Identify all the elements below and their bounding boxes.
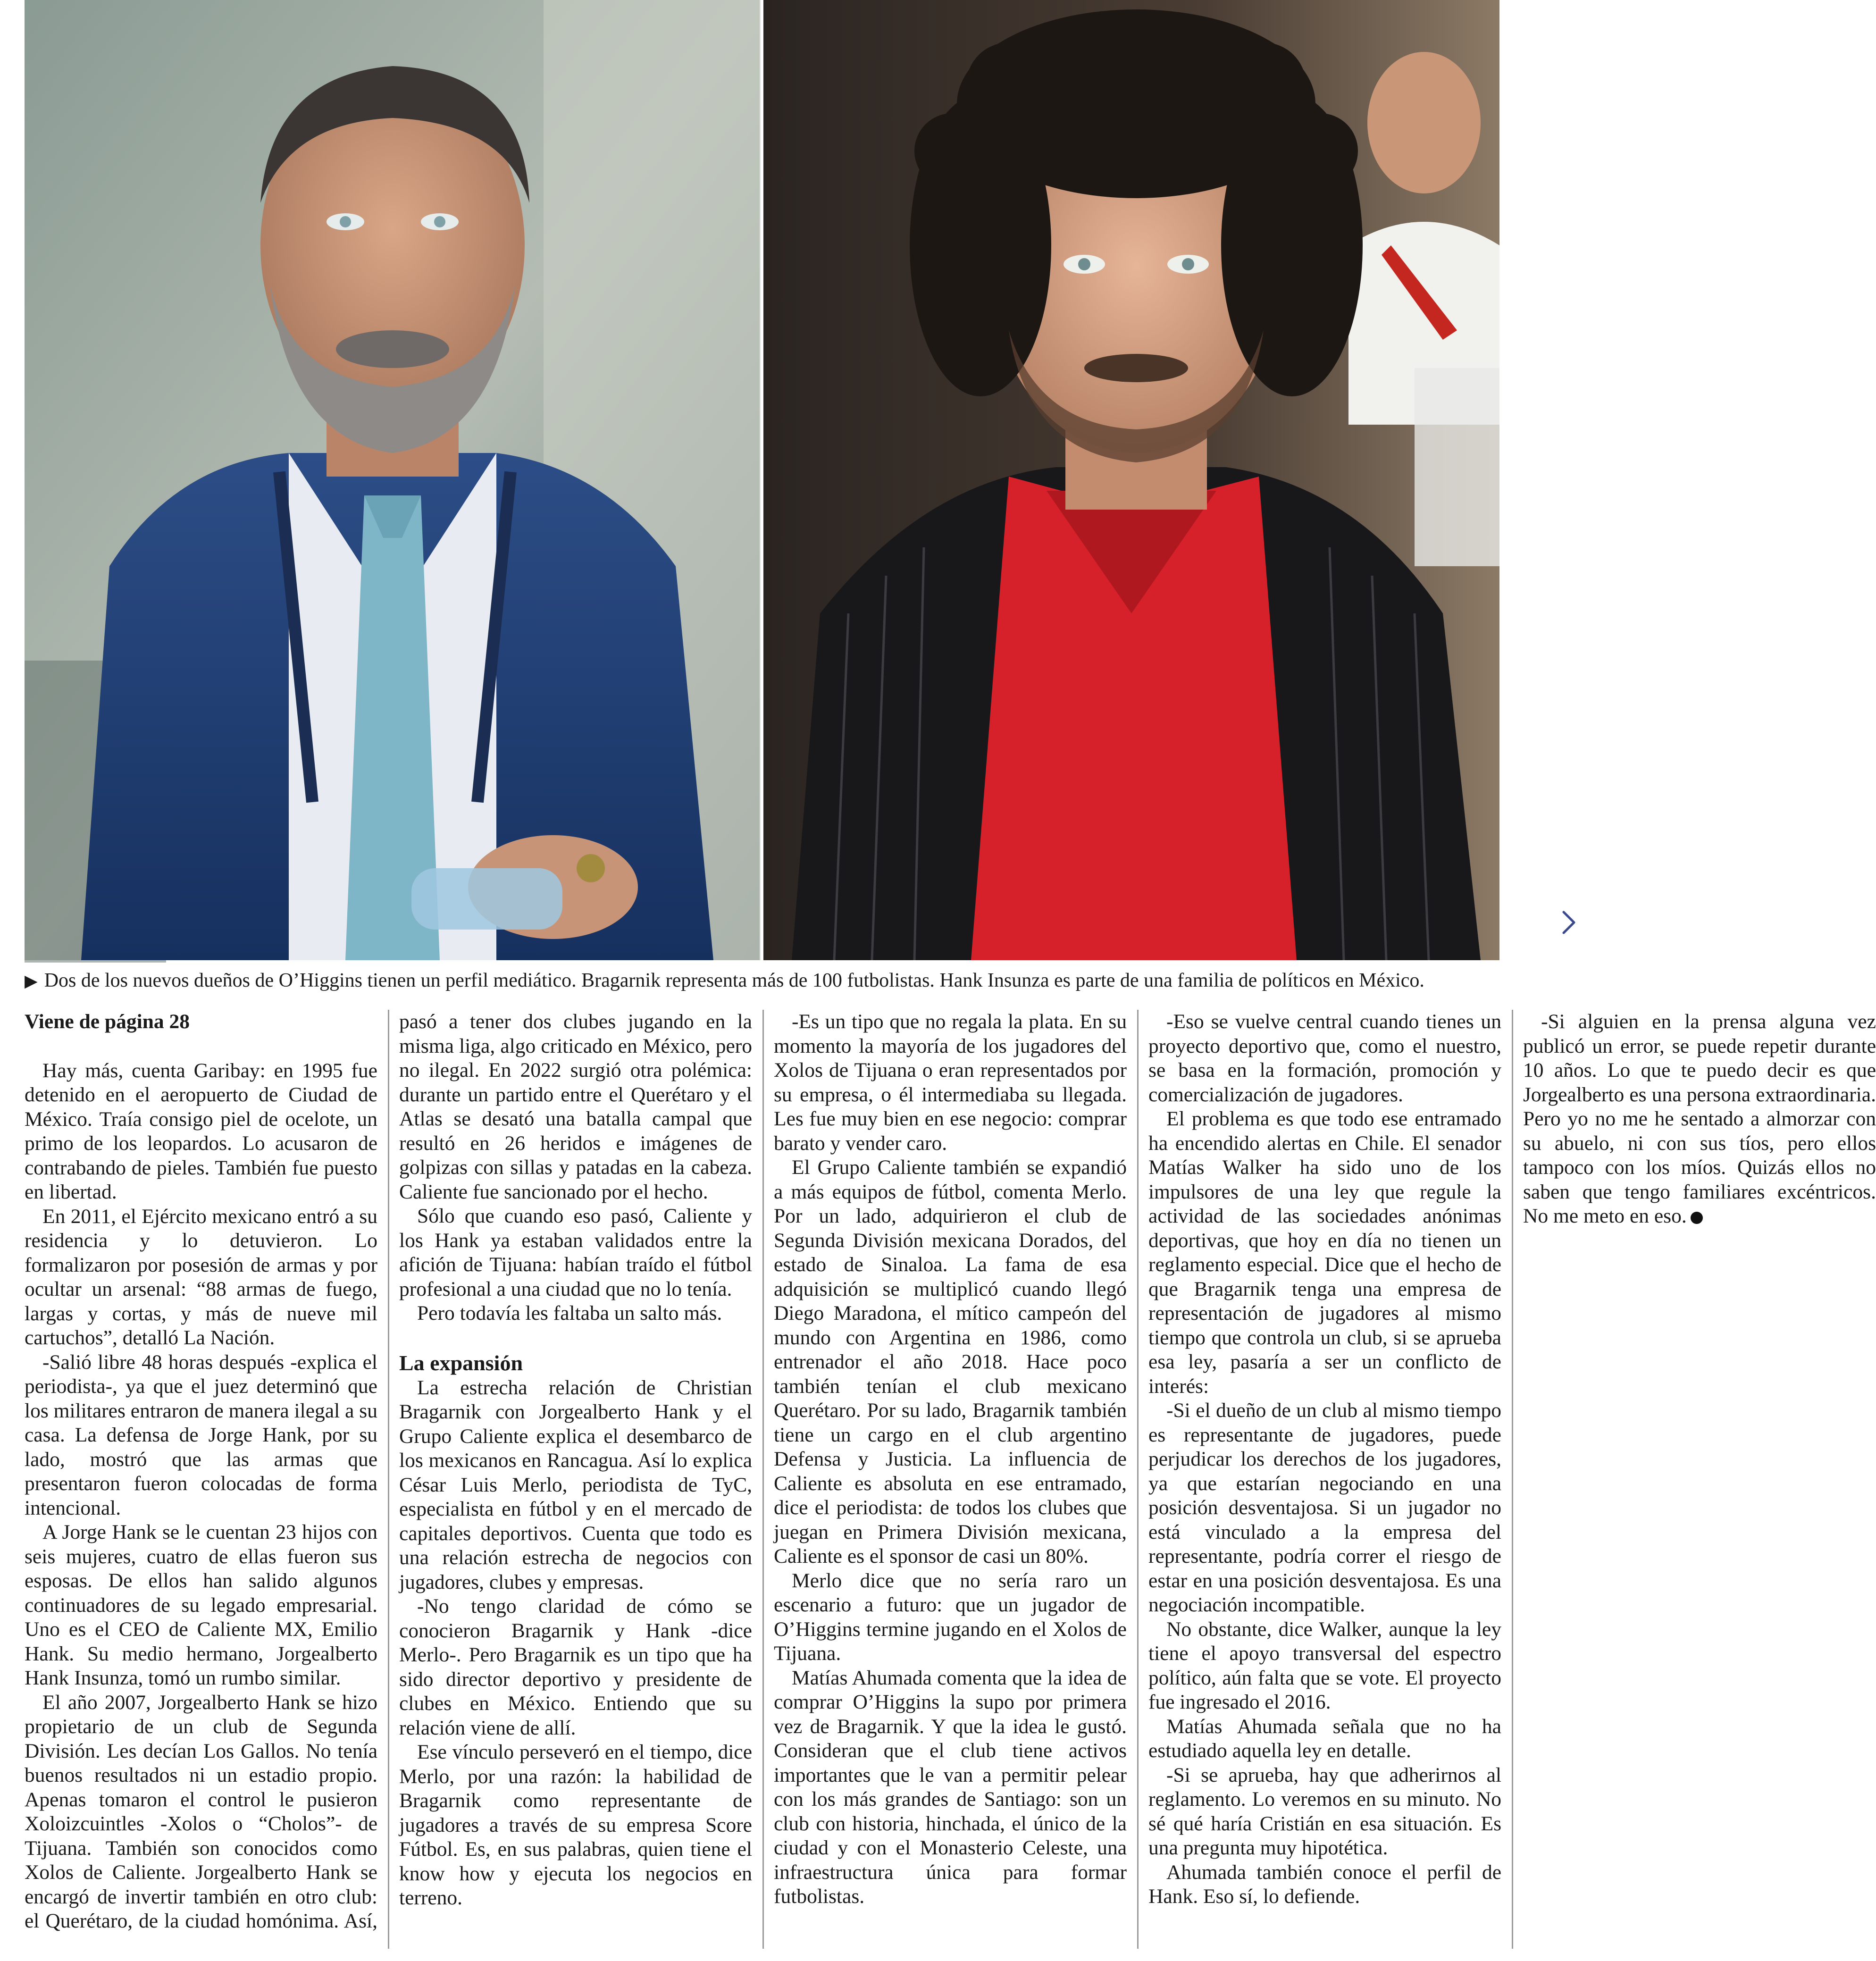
article-paragraph: -No tengo claridad de cómo se conocieron Bragarnik y Hank -dice Merlo-. Pero Bragarnik es un tipo que ha sido director deportivo y presidente de clubes en México. Entiendo que su relación viene de allí. [399, 1595, 752, 1739]
photo-bragarnik [25, 0, 760, 960]
article-paragraph: El año 2007, Jorgealberto Hank se hizo propietario de un club de Segunda División. Les decían Los Gallos. No tenía buenos resultados ni un estadio propio. Apenas tomaron el control le pusieron Xoloizcuintles -Xolos o “Cholos”- de Tijuana. También son conocidos como Xolos de Caliente. Jorgealberto Hank se encargó de invertir también en otro club: el Querétaro, de la ciudad homónima. Así, pasó a tener dos clubes jugando en la misma liga, algo criticado en México, pero no ilegal. En 2022 surgió otra polémica: durante un partido entre el Querétaro y el Atlas se desató una batalla campal que resultó en 26 heridos e imágenes de golpizas con sillas y patadas en la cabeza. Caliente fue sancionado por el hecho. [25, 1010, 752, 1932]
article-paragraph: Sólo que cuando eso pasó, Caliente y los Hank ya estaban validados entre la afición de Tijuana: habían traído el fútbol profesional a una ciudad que no lo tenía. [399, 1205, 752, 1300]
article-paragraph: -Eso se vuelve central cuando tienes un proyecto deportivo que, como el nuestro, se basa en la formación, promoción y comercialización de jugadores. [1148, 1010, 1501, 1106]
photo-strip [25, 0, 1499, 960]
article-paragraph: Pero todavía les faltaba un salto más. [417, 1302, 722, 1324]
article-paragraph: -Si alguien en la prensa alguna vez publicó un error, se puede repetir durante 10 años. Lo que te puedo decir es que Jorgealberto es una persona extraordinaria. Pero yo no me he sentado a almorzar con su abuelo, ni con sus tíos, pero ellos tampoco con los míos. Quizás ellos no saben que tengo familiares excéntricos. No me meto en eso. [1523, 1010, 1876, 1227]
article-paragraph: No obstante, dice Walker, aunque la ley tiene el apoyo transversal del espectro político, aún falta que se vote. El proyecto fue ingresado el 2016. [1148, 1617, 1501, 1713]
end-mark-icon [1691, 1212, 1703, 1224]
article-paragraph: Ahumada también conoce el perfil de Hank. Eso sí, lo defiende. [1148, 1860, 1501, 1908]
article-paragraph: Ese vínculo perseveró en el tiempo, dice Merlo, por una razón: la habilidad de Bragarnik como representante de jugadores a través de su empresa Score Fútbol. Es, en sus palabras, quien tiene el know how y ejecuta los negocios en terreno. [399, 1741, 752, 1909]
article-paragraph: Matías Ahumada señala que no ha estudiado aquella ley en detalle. [1148, 1715, 1501, 1762]
article-paragraph: Hay más, cuenta Garibay: en 1995 fue detenido en el aeropuerto de Ciudad de México. Traía consigo piel de ocelote, un primo de los leopardos. Lo acusaron de contrabando de pieles. También fue puesto en libertad. [25, 1059, 377, 1203]
section-subhead: La expansión [399, 1350, 523, 1375]
photo-right-illustration [763, 0, 1499, 960]
article-paragraph: -Salió libre 48 horas después -explica el periodista-, ya que el juez determinó que los militares entraron de manera ilegal a su casa. La defensa de Jorge Hank, por su lado, mostró que las armas que presentaron fueron colocadas de forma intencional. [25, 1350, 377, 1519]
article-paragraph: A Jorge Hank se le cuentan 23 hijos con seis mujeres, cuatro de ellas fueron sus esposas. De ellos han salido algunos continuadores de su legado empresarial. Uno es el CEO de Caliente MX, Emilio Hank. Su medio hermano, Jorgealberto Hank Insunza, tomó un rumbo similar. [25, 1521, 377, 1689]
article-paragraph: En 2011, el Ejército mexicano entró a su residencia y lo detuvieron. Lo formalizaron por posesión de armas y por ocultar un arsenal: “88 armas de fuego, largas y cortas, y más de nueve mil cartuchos”, detalló La Nación. [25, 1205, 377, 1349]
photo-caption [25, 963, 1501, 1005]
article-paragraph: Merlo dice que no sería raro un escenario a futuro: que un jugador de O’Higgins termine jugando en el Xolos de Tijuana. [774, 1569, 1127, 1665]
article-paragraph: -Si se aprueba, hay que adherirnos al reglamento. Lo veremos en su minuto. No sé qué haría Cristián en esa situación. Es una pregunta muy hipotética. [1148, 1763, 1501, 1859]
chevron-right-icon [1561, 909, 1577, 936]
article-paragraph: Matías Ahumada comenta que la idea de comprar O’Higgins la supo por primera vez de Bragarnik. Y que la idea le gustó. Consideran que el club tiene activos importantes que le van a permitir pelear con los más grandes de Santiago: son un club con historia, hinchada, el único de la ciudad y con el Monasterio Celeste, una infraestructura única para formar futbolistas. [774, 1666, 1127, 1908]
article-paragraph: -Es un tipo que no regala la plata. En su momento la mayoría de los jugadores del Xolos de Tijuana o eran representados por su empresa, o él intermediaba su llegada. Les fue muy bien en ese negocio: comprar barato y vender caro. [774, 1010, 1127, 1155]
photo-hank-insunza [763, 0, 1499, 960]
photo-left-illustration [25, 0, 760, 960]
article-body [25, 1010, 1876, 1949]
caption-text: Dos de los nuevos dueños de O’Higgins tienen un perfil mediático. Bragarnik representa más de 100 futbolistas. Hank Insunza es parte de una familia de políticos en México. [44, 970, 1424, 991]
article-paragraph: El Grupo Caliente también se expandió a más equipos de fútbol, comenta Merlo. Por un lado, adquirieron el club de Segunda División mexicana Dorados, del estado de Sinaloa. La fama de esa adquisición se multiplicó cuando llegó Diego Maradona, el mítico campeón del mundo con Argentina en 1986, como entrenador el año 2018. Hace poco también tenían el club mexicano Querétaro. Por su lado, Bragarnik también tiene un cargo en el club argentino Defensa y Justicia. La influencia de Caliente es absoluta en ese entramado, dice el periodista: de todos los clubes que juegan en Primera División mexicana, Caliente es el sponsor de casi un 80%. [774, 1156, 1127, 1567]
next-page-button[interactable] [1559, 906, 1578, 939]
article-paragraph: La estrecha relación de Christian Bragarnik con Jorgealberto Hank y el Grupo Caliente explica el desembarco de los mexicanos en Rancagua. Así lo explica César Luis Merlo, periodista de TyC, especialista en fútbol y en el mercado de capitales deportivos. Cuenta que todo es una relación estrecha de negocios con jugadores, clubes y empresas. [399, 1376, 752, 1593]
triangle-right-icon: ▶ [25, 972, 38, 990]
article-paragraph: El problema es que todo ese entramado ha encendido alertas en Chile. El senador Matías Walker ha sido uno de los impulsores de una ley que regule la actividad de las sociedades anónimas deportivas, que hoy en día no tienen un reglamento especial. Dice que el hecho de que Bragarnik tenga una empresa de representación de jugadores al mismo tiempo que controla un club, si se aprueba esa ley, pasaría a ser un conflicto de interés: [1148, 1107, 1501, 1398]
continuation-note: Viene de página 28 [25, 1010, 190, 1033]
article-paragraph: -Si el dueño de un club al mismo tiempo es representante de jugadores, puede perjudicar los derechos de los jugadores, ya que estarían negociando en una posición desventajosa. Si un jugador no está vinculado a la empresa del representante, podría correr el riesgo de estar en una posición desventajosa. Es una negociación incompatible. [1148, 1399, 1501, 1616]
